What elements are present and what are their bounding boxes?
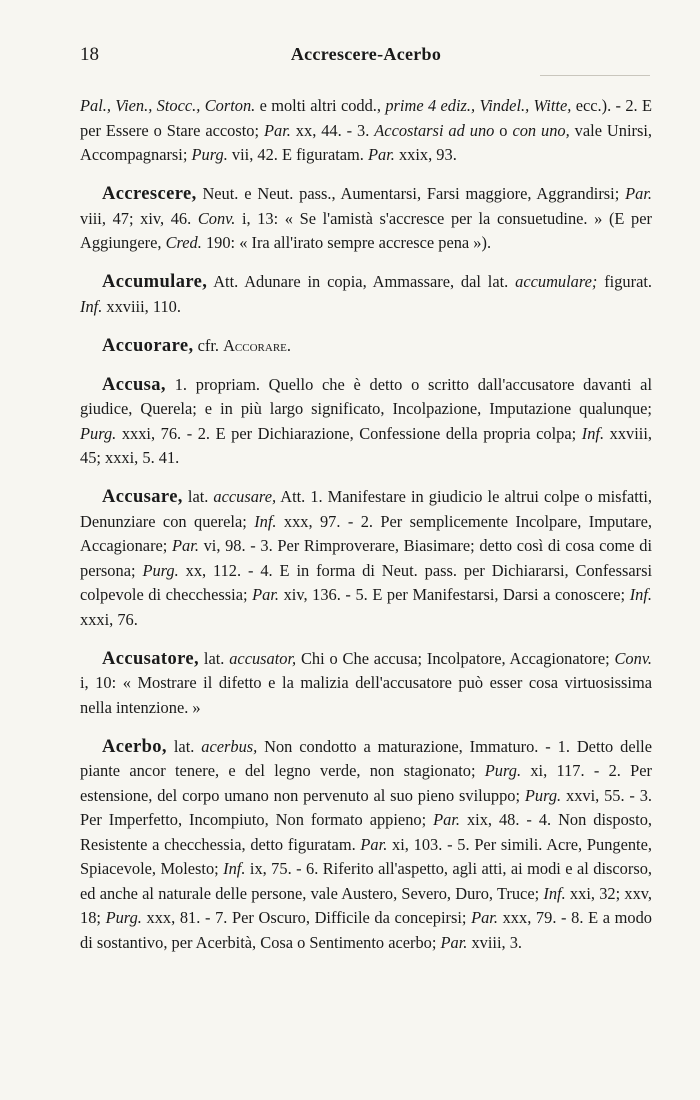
entry-headword: Acerbo, xyxy=(102,736,167,757)
entry-text: vale Unirsi, Accompagnarsi; xyxy=(80,120,652,164)
citation-italic: Accostarsi ad uno xyxy=(374,120,495,140)
citation-italic: Conv. xyxy=(197,208,236,228)
citation-italic: Par. xyxy=(433,810,460,829)
entry-text: xix, 48. - 4. Non disposto, Resistente a checchessia, detto figuratam. xyxy=(80,810,653,854)
entry-text: lat. xyxy=(182,487,214,506)
entry-text: xxxi, 76. - 2. E per Dichiarazione, Confessione della propria colpa; xyxy=(116,423,582,443)
entry-text: xxviii, 45; xxxi, 5. 41. xyxy=(80,423,652,467)
entry-headword: Accuorare, xyxy=(102,335,194,356)
entry-text: 1. propriam. Quello che è detto o scritto dall'accusatore davanti al giudice, Querela; e in più largo significato, Incolpazione, Imputazione qualunque; xyxy=(80,374,652,418)
page-number: 18 xyxy=(80,44,99,65)
dictionary-entry xyxy=(80,735,652,956)
header-rule xyxy=(540,75,650,76)
entry-text: xxi, 32; xxv, 18; xyxy=(80,883,652,927)
citation-italic: Par. xyxy=(625,184,652,203)
citation-italic: con uno, xyxy=(512,120,570,140)
page-header xyxy=(80,44,652,72)
entry-text: xx, 44. - 3. xyxy=(290,120,375,140)
entry-headword: Accrescere, xyxy=(102,184,197,204)
entry-text: i, 13: « Se l'amistà s'accresce per la consuetudine. » (E per Aggiungere, xyxy=(80,208,652,252)
citation-italic: Conv. xyxy=(614,648,652,668)
citation-italic: Inf. xyxy=(629,585,652,604)
entry-text: lat. xyxy=(199,648,230,668)
entry-text: cfr. xyxy=(193,335,224,355)
entry-text: viii, 47; xiv, 46. xyxy=(80,208,198,228)
citation-italic: Purg. xyxy=(105,908,142,927)
entry-text: vi, 98. - 3. Per Rimproverare, Biasimare; detto così di cosa come di persona; xyxy=(80,536,652,580)
entry-text: ix, 75. - 6. Riferito all'aspetto, agli atti, ai modi e al discorso, ed anche al naturale delle persone, vale Austero, Severo, Duro, Truce; xyxy=(80,859,652,903)
entry-text: Non condotto a maturazione, Immaturo. - 1. Detto delle piante ancor tenere, e del legno verde, non stagionato; xyxy=(80,736,652,780)
dictionary-entries xyxy=(80,94,652,970)
entry-text: xi, 117. - 2. Per estensione, del corpo umano non pervenuto al suo pieno sviluppo; xyxy=(80,761,652,805)
citation-italic: prime 4 ediz., Vindel., Witte, xyxy=(385,96,572,115)
entry-text: xiv, 136. - 5. E per Manifestarsi, Darsi a conoscere; xyxy=(279,585,630,604)
running-head: Accrescere-Acerbo xyxy=(290,44,442,64)
entry-text: xviii, 3. xyxy=(467,932,523,952)
entry-text: vii, 42. E figuratam. xyxy=(227,145,368,164)
citation-italic: Inf. xyxy=(254,511,277,531)
dictionary-entry xyxy=(80,182,652,256)
entry-text: xxvi, 55. - 3. Per Imperfetto, Incompiuto, Non formato appieno; xyxy=(80,785,652,829)
citation-italic: Cred. xyxy=(165,233,202,252)
citation-italic: Par. xyxy=(440,932,468,952)
entry-text: xxx, 97. - 2. Per semplicemente Incolpare, Imputare, Accagionare; xyxy=(80,511,653,555)
entry-text: 190: « Ira all'irato sempre accresce pena »). xyxy=(201,233,492,252)
dictionary-entry xyxy=(80,485,652,632)
entry-text: figurat. xyxy=(597,272,653,291)
entry-headword: Accusa, xyxy=(102,374,166,395)
citation-italic: Purg. xyxy=(142,560,179,580)
citation-italic: Inf. xyxy=(543,883,566,903)
entry-text: xxx, 81. - 7. Per Oscuro, Difficile da concepirsi; xyxy=(141,908,472,927)
entry-text: i, 10: « Mostrare il difetto e la malizia dell'accusatore può esser cosa virtuosissima nella intenzione. » xyxy=(80,673,652,717)
citation-italic: Pal., Vien., Stocc., Corton. xyxy=(80,96,256,115)
citation-italic: Par. xyxy=(172,536,199,555)
citation-italic: Par. xyxy=(252,585,279,604)
citation-italic: Purg. xyxy=(484,761,522,780)
citation-italic: Purg. xyxy=(191,145,228,164)
citation-italic: acerbus, xyxy=(201,736,258,756)
dictionary-entry xyxy=(80,334,652,359)
citation-italic: Par. xyxy=(360,834,388,854)
citation-italic: Inf. xyxy=(581,423,605,443)
entry-text: lat. xyxy=(166,736,202,756)
citation-italic: Purg. xyxy=(524,785,562,805)
entry-text: Chi o Che accusa; Incolpatore, Accagionatore; xyxy=(296,648,615,668)
citation-italic: accusator, xyxy=(229,648,297,668)
entry-text: xxxi, 76. xyxy=(80,609,138,629)
entry-text: Neut. e Neut. pass., Aumentarsi, Farsi maggiore, Aggrandirsi; xyxy=(196,184,626,203)
entry-text: ecc.). - 2. E per Essere o Stare accosto; xyxy=(80,96,652,140)
citation-italic: Par. xyxy=(368,145,395,164)
entry-headword: Accumulare, xyxy=(102,272,208,292)
entry-text: xxviii, 110. xyxy=(102,296,181,316)
entry-text: e molti altri codd., xyxy=(255,96,386,115)
entry-text: xxx, 79. - 8. E a modo di sostantivo, per Acerbità, Cosa o Sentimento acerbo; xyxy=(80,908,652,952)
entry-continuation xyxy=(80,94,652,168)
citation-italic: Par. xyxy=(471,908,498,927)
dictionary-entry xyxy=(80,270,652,319)
citation-italic: accumulare; xyxy=(515,272,598,291)
citation-italic: accusare, xyxy=(213,487,277,506)
entry-headword: Accusatore, xyxy=(102,648,200,669)
entry-headword: Accusare, xyxy=(102,487,183,507)
entry-text: Att. Adunare in copia, Ammassare, dal lat. xyxy=(207,272,516,291)
citation-italic: Purg. xyxy=(80,423,117,443)
citation-italic: Inf. xyxy=(223,859,246,878)
entry-text: xxix, 93. xyxy=(394,145,457,164)
entry-text: Accorare. xyxy=(223,335,291,355)
citation-italic: Par. xyxy=(263,120,291,140)
dictionary-entry xyxy=(80,647,652,721)
entry-text: Att. 1. Manifestare in giudicio le altrui colpe o misfatti, Denunziare con querela; xyxy=(80,487,652,531)
entry-text: xx, 112. - 4. E in forma di Neut. pass. per Dichiararsi, Confessarsi colpevole di checchessia; xyxy=(80,560,652,604)
citation-italic: Inf. xyxy=(80,296,103,316)
dictionary-entry xyxy=(80,373,652,471)
entry-text: xi, 103. - 5. Per simili. Acre, Pungente, Spiacevole, Molesto; xyxy=(80,834,652,878)
entry-text: o xyxy=(494,120,513,140)
